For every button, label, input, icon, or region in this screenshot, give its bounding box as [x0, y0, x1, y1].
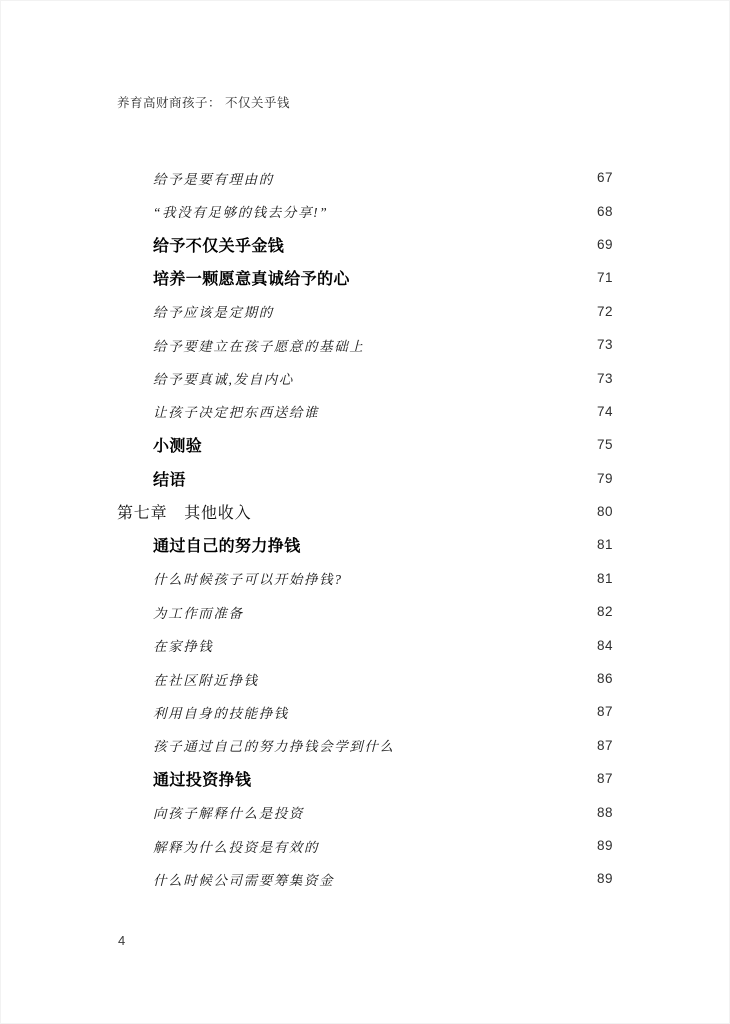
- toc-entry-title: 给予要真诚,发自内心: [153, 372, 294, 388]
- footer-page-number: 4: [118, 933, 126, 948]
- toc-entry-page: 73: [596, 337, 613, 353]
- toc-entry-page: 87: [596, 704, 613, 720]
- toc-entry-title: 培养一颗愿意真诚给予的心: [153, 271, 350, 289]
- toc-entry-page: 82: [596, 604, 613, 620]
- toc-entry-title: 向孩子解释什么是投资: [153, 806, 304, 822]
- toc-entry-sub[interactable]: [117, 295, 613, 328]
- toc-entry-sub[interactable]: [117, 662, 613, 695]
- toc-entry-title: 结语: [153, 471, 186, 489]
- toc-entry-title: 给予要建立在孩子愿意的基础上: [153, 338, 365, 354]
- toc-entry-section[interactable]: [117, 228, 613, 261]
- toc-entry-page: 88: [596, 804, 613, 820]
- toc-entry-sub[interactable]: [117, 161, 613, 194]
- toc-entry-sub[interactable]: [117, 829, 613, 862]
- toc-entry-sub[interactable]: [117, 194, 613, 227]
- toc-entry-sub[interactable]: [117, 795, 613, 828]
- toc-entry-page: 89: [596, 838, 613, 853]
- toc-entry-title: 给予不仅关乎金钱: [153, 237, 285, 255]
- toc-entry-page: 74: [596, 403, 613, 419]
- toc-entry-title: 利用自身的技能挣钱: [153, 705, 289, 721]
- toc-entry-title: 给予应该是定期的: [153, 305, 274, 321]
- toc-entry-page: 72: [596, 303, 613, 319]
- toc-entry-sub[interactable]: [117, 695, 613, 728]
- toc-entry-page: 67: [596, 170, 613, 186]
- toc-entry-chapter[interactable]: [117, 495, 613, 528]
- toc-entry-section[interactable]: [117, 762, 613, 795]
- toc-entry-title: 通过自己的努力挣钱: [153, 538, 301, 556]
- toc-entry-title: 小测验: [153, 438, 203, 456]
- toc-entry-sub[interactable]: [117, 862, 613, 895]
- toc-entry-sub[interactable]: [117, 395, 613, 428]
- toc-entry-title: 什么时候孩子可以开始挣钱?: [153, 572, 343, 588]
- toc-entry-sub[interactable]: [117, 729, 613, 762]
- table-of-contents: [117, 161, 613, 896]
- toc-entry-section[interactable]: [117, 528, 613, 561]
- toc-entry-sub[interactable]: [117, 328, 613, 361]
- toc-entry-section[interactable]: [117, 462, 613, 495]
- toc-entry-title: 第七章 其他收入: [117, 505, 252, 523]
- toc-entry-sub[interactable]: [117, 361, 613, 394]
- toc-entry-page: 75: [596, 437, 613, 453]
- toc-entry-page: 89: [596, 871, 613, 887]
- toc-entry-title: “我没有足够的钱去分享!”: [153, 205, 329, 221]
- toc-entry-title: 什么时候公司需要筹集资金: [153, 872, 335, 888]
- toc-entry-page: 71: [596, 270, 613, 286]
- toc-entry-title: 在社区附近挣钱: [153, 672, 259, 688]
- toc-entry-title: 解释为什么投资是有效的: [153, 839, 320, 855]
- running-header: 养育高财商孩子： 不仅关乎钱: [117, 96, 290, 110]
- toc-entry-title: 给予是要有理由的: [153, 171, 274, 187]
- toc-entry-page: 81: [596, 537, 613, 553]
- toc-entry-title: 在家挣钱: [153, 639, 214, 655]
- toc-entry-page: 73: [596, 370, 613, 386]
- toc-entry-page: 87: [596, 737, 613, 753]
- toc-entry-section[interactable]: [117, 261, 613, 294]
- toc-entry-page: 84: [596, 637, 613, 653]
- toc-entry-sub[interactable]: [117, 628, 613, 661]
- toc-entry-page: 69: [596, 236, 613, 252]
- toc-entry-section[interactable]: [117, 428, 613, 461]
- toc-entry-title: 让孩子决定把东西送给谁: [153, 405, 320, 421]
- toc-entry-title: 孩子通过自己的努力挣钱会学到什么: [153, 739, 395, 755]
- toc-entry-page: 81: [596, 570, 613, 586]
- toc-entry-page: 68: [596, 203, 613, 219]
- toc-entry-title: 为工作而准备: [153, 605, 244, 621]
- toc-entry-page: 86: [596, 671, 613, 687]
- toc-entry-sub[interactable]: [117, 595, 613, 628]
- toc-entry-page: 79: [596, 470, 613, 486]
- toc-entry-sub[interactable]: [117, 562, 613, 595]
- toc-entry-page: 87: [596, 771, 613, 787]
- toc-entry-title: 通过投资挣钱: [153, 772, 252, 790]
- toc-entry-page: 80: [596, 504, 613, 520]
